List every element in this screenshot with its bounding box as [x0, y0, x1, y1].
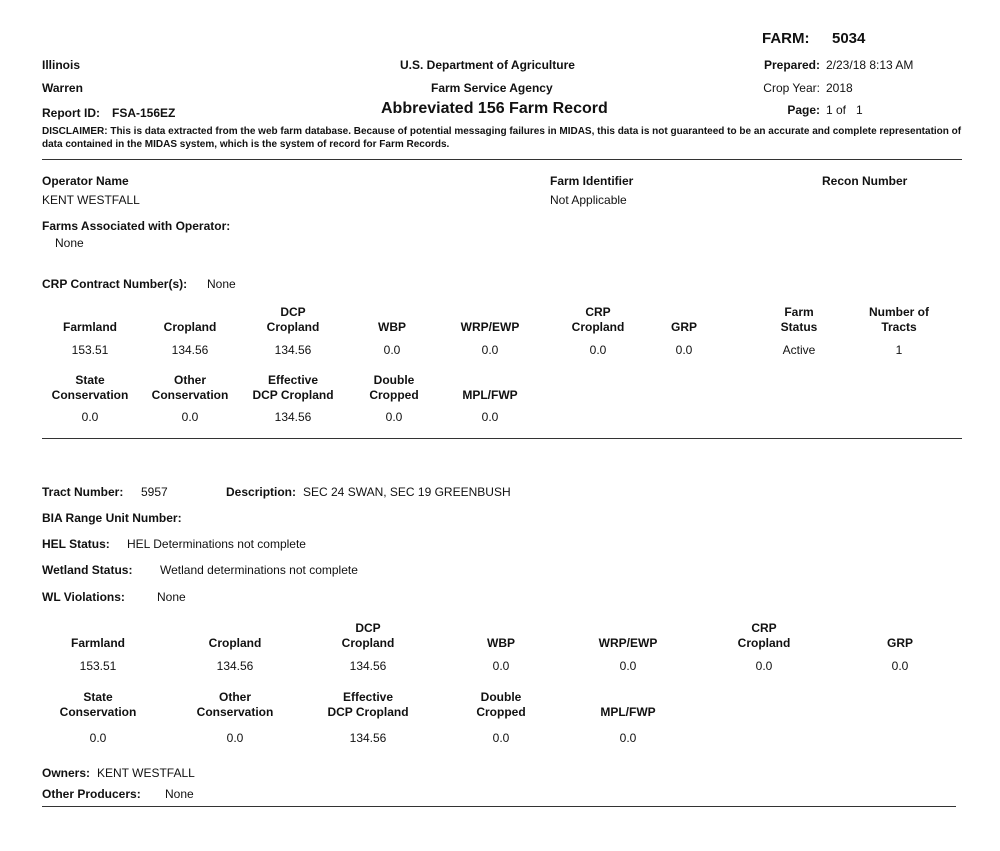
- tract-val-other-conservation: 0.0: [226, 731, 244, 745]
- sub-agency-name: Farm Service Agency: [431, 81, 553, 95]
- tract-val-wbp: 0.0: [492, 659, 510, 673]
- tract-val-mpl-fwp: 0.0: [619, 731, 637, 745]
- farm-col-farmland: Farmland: [62, 320, 117, 334]
- farms-associated-value: None: [55, 236, 84, 250]
- farm-val-effective-dcp-cropland: 134.56: [274, 410, 312, 424]
- bia-range-unit-label: BIA Range Unit Number:: [42, 511, 182, 525]
- tract-col-double-cropped: Double Cropped: [476, 690, 526, 719]
- crp-contract-label: CRP Contract Number(s):: [42, 277, 188, 291]
- farm-val-grp: 0.0: [675, 343, 693, 357]
- tract-col-cropland: Cropland: [208, 636, 262, 650]
- tract-val-grp: 0.0: [891, 659, 909, 673]
- crop-year: 2018: [826, 81, 853, 95]
- farm-col-other-conservation: Other Conservation: [151, 373, 229, 402]
- disclaimer-label: DISCLAIMER:: [42, 126, 108, 137]
- farm-val-wbp: 0.0: [383, 343, 401, 357]
- operator-name: KENT WESTFALL: [42, 193, 140, 207]
- farm-col-wbp: WBP: [378, 320, 406, 334]
- farm-col-double-cropped: Double Cropped: [369, 373, 419, 402]
- farm-label: FARM:: [762, 30, 810, 47]
- report-id: FSA-156EZ: [112, 106, 176, 120]
- tract-val-state-conservation: 0.0: [89, 731, 107, 745]
- tract-col-mpl-fwp: MPL/FWP: [600, 705, 656, 719]
- farm-val-mpl-fwp: 0.0: [481, 410, 499, 424]
- state-name: Illinois: [42, 58, 81, 72]
- farm-val-farmland: 153.51: [71, 343, 109, 357]
- farm-val-wrp-ewp: 0.0: [481, 343, 499, 357]
- wetland-status-value: Wetland determinations not complete: [160, 563, 358, 577]
- tract-col-wbp: WBP: [487, 636, 515, 650]
- farm-val-other-conservation: 0.0: [181, 410, 199, 424]
- tract-val-cropland: 134.56: [216, 659, 254, 673]
- prepared-label: Prepared:: [763, 58, 820, 72]
- farm-val-crp-cropland: 0.0: [589, 343, 607, 357]
- tract-col-wrp-ewp: WRP/EWP: [598, 636, 658, 650]
- page-number: 1 of 1: [826, 103, 863, 117]
- hel-status-label: HEL Status:: [42, 537, 110, 551]
- divider: [42, 806, 956, 807]
- farm-number: 5034: [832, 30, 866, 47]
- other-producers-value: None: [165, 787, 194, 801]
- other-producers-label: Other Producers:: [42, 787, 141, 801]
- farm-col-cropland: Cropland: [163, 320, 217, 334]
- tract-val-crp-cropland: 0.0: [755, 659, 773, 673]
- tract-val-double-cropped: 0.0: [492, 731, 510, 745]
- farm-val-dcp-cropland: 134.56: [274, 343, 312, 357]
- tract-val-effective-dcp-cropland: 134.56: [349, 731, 387, 745]
- disclaimer: [42, 125, 970, 151]
- farm-col-mpl-fwp: MPL/FWP: [462, 388, 518, 402]
- tract-col-effective-dcp-cropland: Effective DCP Cropland: [327, 690, 409, 719]
- farm-val-double-cropped: 0.0: [385, 410, 403, 424]
- tract-description: SEC 24 SWAN, SEC 19 GREENBUSH: [303, 485, 511, 499]
- tract-col-state-conservation: State Conservation: [59, 690, 137, 719]
- farm-col-dcp-cropland: DCP Cropland: [266, 305, 320, 334]
- farm-col-wrp-ewp: WRP/EWP: [460, 320, 520, 334]
- farm-identifier: Not Applicable: [550, 193, 627, 207]
- wetland-status-label: Wetland Status:: [42, 563, 133, 577]
- report-title: Abbreviated 156 Farm Record: [381, 100, 608, 117]
- farm-col-state-conservation: State Conservation: [51, 373, 129, 402]
- farms-associated-label: Farms Associated with Operator:: [42, 219, 231, 233]
- wl-violations-value: None: [157, 590, 186, 604]
- hel-status-value: HEL Determinations not complete: [127, 537, 306, 551]
- farm-col-crp-cropland: CRP Cropland: [571, 305, 625, 334]
- prepared-date: 2/23/18 8:13 AM: [826, 58, 914, 72]
- divider: [42, 438, 962, 439]
- tract-number-label: Tract Number:: [42, 485, 124, 499]
- disclaimer-text: This is data extracted from the web farm database. Because of potential messaging failures in MIDAS, this data is not guaranteed to be an accurate and complete representation of data contained in the MIDAS system, which is the system of record for Farm Records.: [42, 126, 962, 150]
- farm-val-number-of-tracts: 1: [895, 343, 903, 357]
- agency-name: U.S. Department of Agriculture: [400, 58, 575, 72]
- divider: [42, 159, 962, 160]
- tract-val-wrp-ewp: 0.0: [619, 659, 637, 673]
- crop-year-label: Crop Year:: [763, 81, 820, 95]
- tract-val-farmland: 153.51: [79, 659, 117, 673]
- farm-val-cropland: 134.56: [171, 343, 209, 357]
- farm-val-state-conservation: 0.0: [81, 410, 99, 424]
- tract-col-other-conservation: Other Conservation: [196, 690, 274, 719]
- county-name: Warren: [42, 81, 83, 95]
- farm-val-farm-status: Active: [782, 343, 816, 357]
- owners-label: Owners:: [42, 766, 91, 780]
- crp-contract-value: None: [207, 277, 236, 291]
- farm-identifier-label: Farm Identifier: [550, 174, 634, 188]
- tract-number: 5957: [141, 485, 168, 499]
- operator-name-label: Operator Name: [42, 174, 129, 188]
- farm-col-grp: GRP: [670, 320, 697, 334]
- page-label: Page:: [787, 103, 820, 117]
- tract-val-dcp-cropland: 134.56: [349, 659, 387, 673]
- tract-col-grp: GRP: [886, 636, 913, 650]
- tract-col-dcp-cropland: DCP Cropland: [341, 621, 395, 650]
- tract-description-label: Description:: [226, 485, 297, 499]
- recon-number-label: Recon Number: [822, 174, 908, 188]
- wl-violations-label: WL Violations:: [42, 590, 125, 604]
- owners-value: KENT WESTFALL: [97, 766, 195, 780]
- tract-col-farmland: Farmland: [70, 636, 125, 650]
- farm-col-number-of-tracts: Number of Tracts: [869, 305, 929, 334]
- tract-col-crp-cropland: CRP Cropland: [737, 621, 791, 650]
- farm-col-farm-status: Farm Status: [780, 305, 818, 334]
- farm-col-effective-dcp-cropland: Effective DCP Cropland: [252, 373, 334, 402]
- report-id-label: Report ID:: [42, 106, 100, 120]
